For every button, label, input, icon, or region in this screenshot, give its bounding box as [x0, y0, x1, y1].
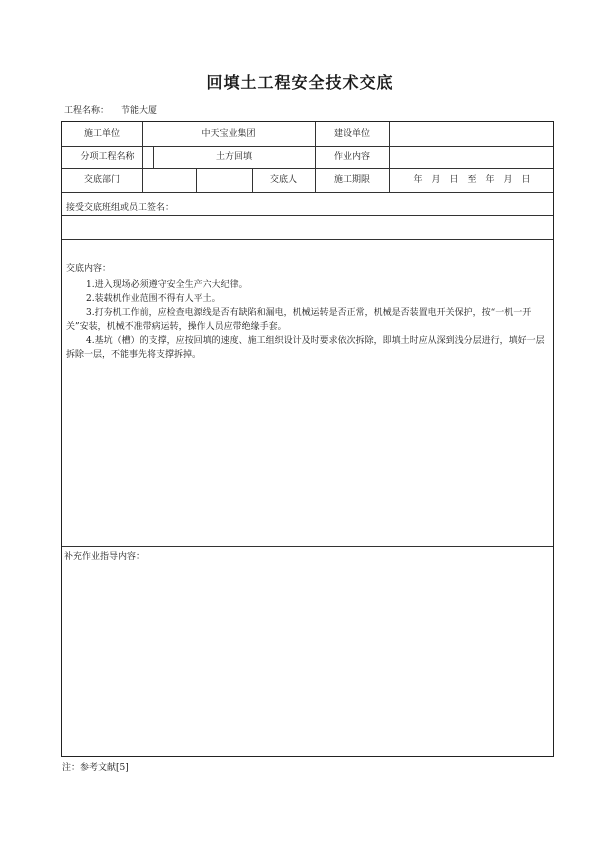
- dept-value[interactable]: [142, 168, 196, 192]
- row-divider: [62, 215, 553, 216]
- sub-project-label: 分项工程名称: [80, 152, 135, 162]
- work-content-label: 作业内容: [333, 152, 370, 162]
- sub-project-value: 土方回填: [215, 152, 252, 162]
- disclosure-item: 1.进入现场必须遵守安全生产六大纪律。: [86, 280, 248, 290]
- owner-unit-label: 建设单位: [333, 129, 370, 139]
- disclosure-item: 3.打夯机工作前，应检查电源线是否有缺陷和漏电，机械运转是否正常，机械是否装置电开关保护，按“一机一开关”安装，机械不准带病运转，操作人员应带绝缘手套。: [66, 308, 532, 332]
- signature-label: 接受交底班组或员工签名：: [66, 203, 175, 213]
- person-value[interactable]: [196, 168, 252, 192]
- supplement-label: 补充作业指导内容：: [64, 552, 146, 562]
- period-label: 施工期限: [333, 175, 370, 185]
- person-label: 交底人: [269, 175, 297, 185]
- project-name-value: 节能大厦: [121, 106, 158, 116]
- row-divider: [62, 239, 553, 240]
- disclosure-item: 2.装载机作业范围不得有人平土。: [86, 294, 221, 304]
- period-value[interactable]: 年 月 日 至 年 月 日: [413, 175, 531, 185]
- construction-unit-label: 施工单位: [83, 129, 120, 139]
- dept-label: 交底部门: [83, 175, 120, 185]
- project-name-label: 工程名称：: [64, 106, 110, 116]
- project-name-line: [64, 103, 157, 116]
- row-divider: [62, 546, 553, 547]
- disclosure-content: [66, 262, 546, 362]
- page-title: 回填土工程安全技术交底: [206, 73, 394, 92]
- row-divider: [62, 192, 553, 193]
- disclosure-item: 4.基坑（槽）的支撑，应按回填的速度、施工组织设计及时要求依次拆除，即填土时应从深到浅分层进行，填好一层拆除一层，不能事先将支撑拆掉。: [66, 336, 545, 360]
- disclosure-heading: 交底内容：: [66, 264, 112, 274]
- footnote: 注：参考文献[5]: [62, 763, 129, 773]
- construction-unit-value: 中天宝业集团: [201, 129, 256, 139]
- work-content-value[interactable]: [389, 146, 555, 168]
- owner-unit-value[interactable]: [389, 122, 555, 146]
- disclosure-form: [61, 121, 554, 757]
